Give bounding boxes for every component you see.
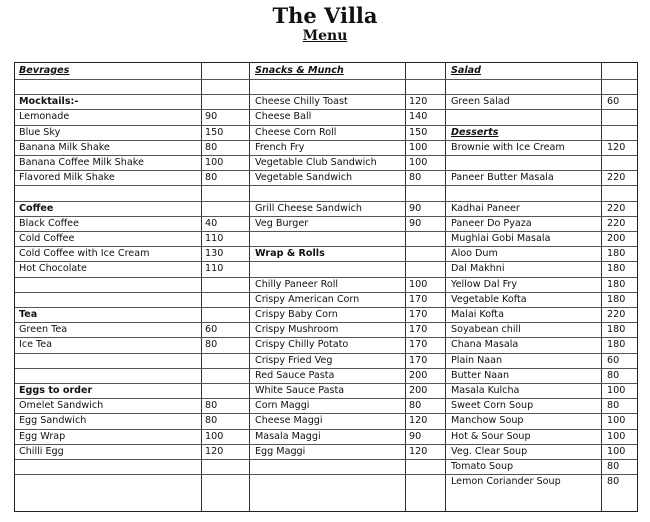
menu-item-name: Masala Maggi (255, 430, 321, 442)
menu-item-name: Crispy Baby Corn (255, 309, 338, 320)
menu-item-name: French Fry (255, 141, 305, 153)
col3-heading: Salad (451, 65, 482, 76)
menu-item-name: Cheese Chilly Toast (255, 96, 348, 108)
menu-item-name: Flavored Milk Shake (19, 172, 115, 184)
menu-item-price: 180 (607, 339, 626, 351)
menu-item-name: Kadhai Paneer (451, 202, 520, 214)
menu-item-price: 100 (205, 157, 224, 168)
menu-item-name: Mocktails:- (19, 96, 79, 108)
menu-item-name: Veg. Clear Soup (451, 445, 528, 457)
menu-item-price: 140 (409, 111, 428, 123)
menu-item-name: Red Sauce Pasta (255, 369, 335, 381)
menu-item-price: 90 (205, 111, 218, 123)
menu-item-name: Hot & Sour Soup (451, 430, 531, 442)
menu-item-name: Blue Sky (19, 126, 61, 138)
menu-item-name: Cold Coffee (19, 233, 75, 244)
menu-item-price: 100 (607, 385, 626, 396)
menu-item-price: 220 (607, 309, 626, 320)
menu-item-name: Omelet Sandwich (19, 400, 104, 412)
menu-item-price: 130 (205, 248, 224, 260)
menu-item-name: Cheese Ball (255, 111, 312, 123)
menu-item-name: Banana Milk Shake (19, 141, 110, 153)
menu-item-price: 80 (607, 461, 620, 472)
menu-item-price: 100 (409, 141, 428, 153)
menu-item-name: Brownie with Ice Cream (451, 141, 565, 153)
menu-item-name: Dal Makhni (451, 263, 505, 275)
menu-item-name: Lemon Coriander Soup (451, 476, 561, 488)
menu-item-price: 100 (607, 445, 626, 457)
menu-item-name: Eggs to order (19, 385, 93, 396)
menu-item-price: 80 (409, 172, 422, 184)
menu-item-price: 200 (607, 233, 626, 244)
menu-item-name: Paneer Do Pyaza (451, 217, 532, 229)
menu-item-name: Vegetable Kofta (451, 293, 527, 305)
menu-item-name: Yellow Dal Fry (451, 278, 518, 290)
menu-item-price: 90 (409, 202, 422, 214)
menu-item-price: 220 (607, 172, 626, 184)
menu-item-price: 90 (409, 430, 422, 442)
menu-item-name: Paneer Butter Masala (451, 172, 554, 184)
menu-item-price: 40 (205, 217, 218, 229)
menu-item-name: Vegetable Club Sandwich (255, 157, 377, 168)
menu-item-price: 150 (205, 126, 224, 138)
menu-item-price: 110 (205, 263, 224, 275)
menu-item-name: Chana Masala (451, 339, 519, 351)
menu-item-name: Egg Wrap (19, 430, 66, 442)
menu-item-name: Tomato Soup (451, 461, 514, 472)
menu-item-price: 80 (205, 400, 218, 412)
menu-item-name: Lemonade (19, 111, 70, 123)
menu-item-name: Egg Sandwich (19, 415, 87, 427)
col2-heading: Snacks & Munch (255, 65, 344, 76)
menu-item-price: 220 (607, 217, 626, 229)
menu-item-name: Manchow Soup (451, 415, 524, 427)
menu-item-name: Tea (19, 309, 38, 320)
menu-item-price: 80 (205, 339, 218, 351)
menu-item-name: Chilli Egg (19, 445, 64, 457)
menu-item-price: 100 (607, 430, 626, 442)
menu-item-name: Cold Coffee with Ice Cream (19, 248, 150, 260)
menu-item-price: 120 (205, 445, 224, 457)
menu-item-name: Green Tea (19, 324, 68, 336)
menu-item-name: Hot Chocolate (19, 263, 87, 275)
menu-item-name: White Sauce Pasta (255, 385, 345, 396)
menu-item-name: Butter Naan (451, 369, 510, 381)
menu-item-price: 170 (409, 354, 428, 366)
menu-item-price: 80 (607, 476, 620, 488)
menu-item-name: Masala Kulcha (451, 385, 520, 396)
menu-item-price: 220 (607, 202, 626, 214)
menu-item-price: 200 (409, 369, 428, 381)
menu-item-name: Malai Kofta (451, 309, 504, 320)
menu-item-price: 170 (409, 324, 428, 336)
page-subtitle: Menu (302, 28, 348, 44)
menu-item-name: Aloo Dum (451, 248, 498, 260)
menu-item-price: 80 (205, 415, 218, 427)
menu-item-name: Coffee (19, 202, 54, 214)
menu-item-price: 150 (409, 126, 428, 138)
menu-item-name: Wrap & Rolls (255, 248, 325, 260)
menu-item-name: Crispy Mushroom (255, 324, 339, 336)
menu-item-name: Veg Burger (255, 217, 309, 229)
menu-item-name: Vegetable Sandwich (255, 172, 353, 184)
menu-item-name: Soyabean chill (451, 324, 521, 336)
menu-item-name: Corn Maggi (255, 400, 310, 412)
menu-item-name: Banana Coffee Milk Shake (19, 157, 144, 168)
menu-item-price: 80 (205, 172, 218, 184)
col1-heading: Bevrages (19, 65, 70, 76)
menu-item-price: 100 (409, 278, 428, 290)
row-divider (15, 79, 637, 80)
menu-item-name: Black Coffee (19, 217, 79, 229)
menu-item-price: 180 (607, 248, 626, 260)
menu-item-name: Cheese Maggi (255, 415, 323, 427)
menu-item-price: 90 (409, 217, 422, 229)
menu-item-price: 120 (409, 96, 428, 108)
menu-item-price: 180 (607, 278, 626, 290)
menu-item-price: 120 (409, 415, 428, 427)
menu-item-price: 180 (607, 293, 626, 305)
menu-item-price: 100 (607, 415, 626, 427)
menu-item-price: 100 (205, 430, 224, 442)
menu-item-name: Crispy American Corn (255, 293, 360, 305)
menu-item-name: Egg Maggi (255, 445, 306, 457)
row-divider (15, 185, 637, 186)
menu-item-name: Sweet Corn Soup (451, 400, 534, 412)
menu-item-price: 110 (205, 233, 224, 244)
menu-item-price: 80 (409, 400, 422, 412)
menu-item-price: 120 (607, 141, 626, 153)
menu-item-name: Grill Cheese Sandwich (255, 202, 362, 214)
menu-item-price: 170 (409, 309, 428, 320)
menu-item-price: 180 (607, 263, 626, 275)
menu-item-price: 60 (607, 354, 620, 366)
menu-item-price: 80 (607, 400, 620, 412)
menu-item-name: Ice Tea (19, 339, 53, 351)
menu-item-price: 80 (607, 369, 620, 381)
menu-item-price: 60 (205, 324, 218, 336)
menu-table (14, 62, 638, 512)
menu-item-name: Chilly Paneer Roll (255, 278, 339, 290)
menu-item-name: Mughlai Gobi Masala (451, 233, 551, 244)
menu-item-name: Cheese Corn Roll (255, 126, 337, 138)
menu-item-price: 200 (409, 385, 428, 396)
menu-item-price: 60 (607, 96, 620, 108)
menu-item-price: 170 (409, 293, 428, 305)
menu-item-name: Plain Naan (451, 354, 503, 366)
page-title: The Villa (272, 3, 378, 28)
menu-item-price: 180 (607, 324, 626, 336)
menu-item-price: 120 (409, 445, 428, 457)
menu-item-price: 80 (205, 141, 218, 153)
menu-item-name: Crispy Chilly Potato (255, 339, 349, 351)
menu-item-price: 170 (409, 339, 428, 351)
menu-item-name: Crispy Fried Veg (255, 354, 333, 366)
menu-item-price: 100 (409, 157, 428, 168)
menu-item-name: Green Salad (451, 96, 510, 108)
menu-item-name: Desserts (451, 126, 499, 138)
